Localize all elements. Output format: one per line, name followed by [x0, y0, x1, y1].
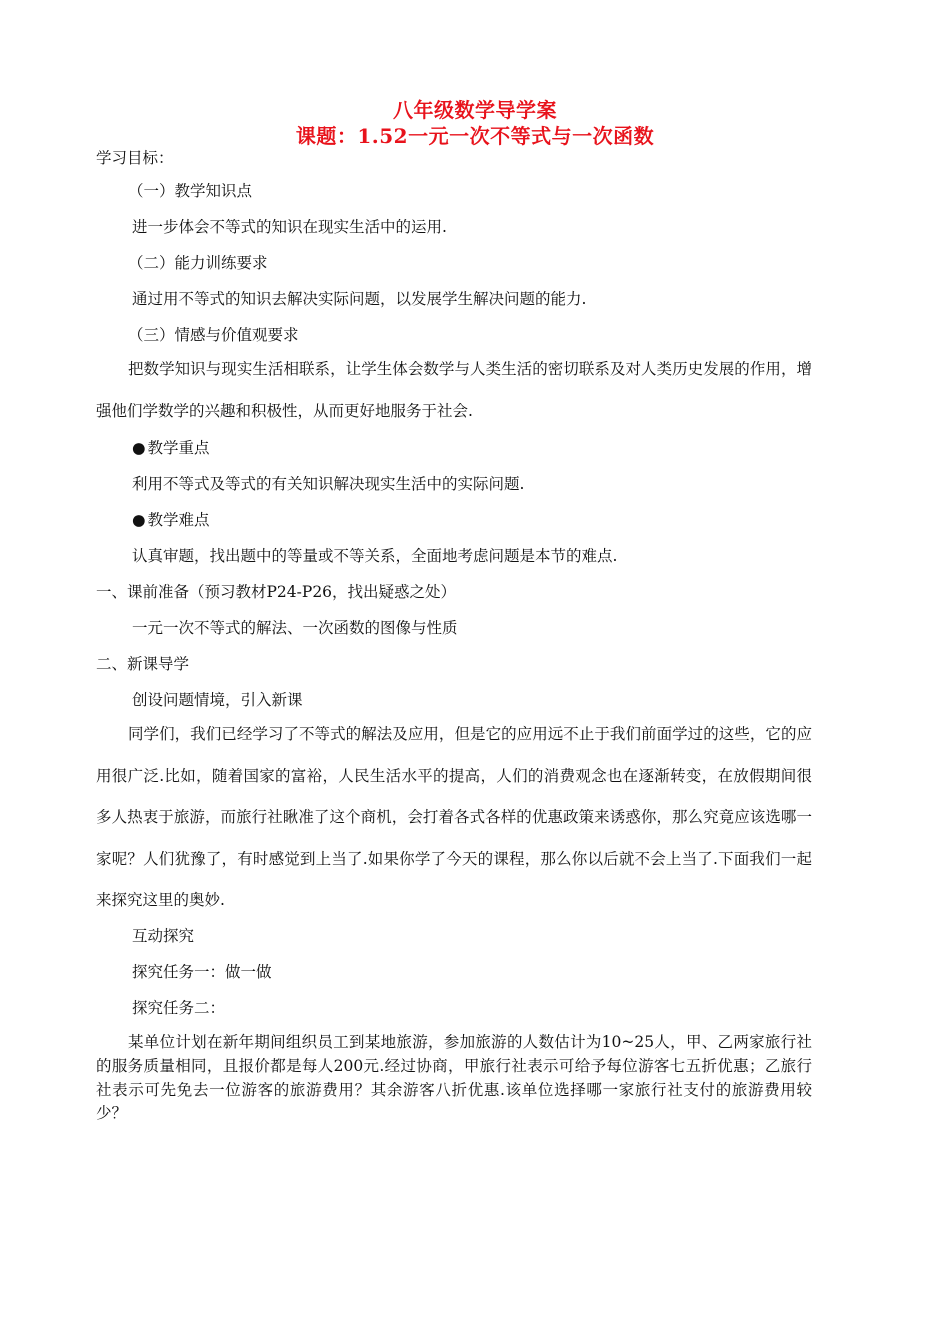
difficult-point-label: 教学难点: [147, 511, 210, 529]
task2-heading: 探究任务二：: [132, 999, 226, 1017]
bullet-icon: ●: [132, 439, 146, 457]
knowledge-heading: （一）教学知识点: [128, 182, 253, 200]
scenario-heading: 创设问题情境，引入新课: [132, 691, 303, 709]
emotion-text: 把数学知识与现实生活相联系，让学生体会数学与人类生活的密切联系及对人类历史发展的作用，增强他们学数学的兴趣和积极性，从而更好地服务于社会.: [96, 360, 812, 420]
key-point-text: 利用不等式及等式的有关知识解决现实生活中的实际问题.: [132, 475, 525, 493]
objectives-heading: 学习目标：: [96, 149, 174, 167]
bullet-icon: ●: [132, 511, 146, 529]
problem-text: 某单位计划在新年期间组织员工到某地旅游，参加旅游的人数估计为10~25人，甲、乙两家旅行社的服务质量相同，且报价都是每人200元.经过协商，甲旅行社表示可给予每位游客七五折优惠；乙旅行社表示可先免去一位游客的旅游费用？其余游客八折优惠.该单位选择哪一家旅行社支付的旅游费用较少？: [96, 1033, 812, 1123]
difficult-point-text: 认真审题，找出题中的等量或不等关系，全面地考虑问题是本节的难点.: [132, 547, 618, 565]
interactive-heading: 互动探究: [132, 927, 195, 945]
knowledge-text: 进一步体会不等式的知识在现实生活中的运用.: [132, 218, 447, 236]
section2-heading: 二、新课导学: [96, 655, 190, 673]
task1-heading: 探究任务一：做一做: [132, 963, 272, 981]
page-title: 八年级数学导学案: [393, 98, 557, 122]
emotion-heading: （三）情感与价值观要求: [128, 326, 299, 344]
ability-text: 通过用不等式的知识去解决实际问题，以发展学生解决问题的能力.: [132, 290, 587, 308]
scenario-text: 同学们，我们已经学习了不等式的解法及应用，但是它的应用远不止于我们前面学过的这些，它的应用很广泛.比如，随着国家的富裕，人民生活水平的提高，人们的消费观念也在逐渐转变，在放假期间很多人热衷于旅游，而旅行社瞅准了这个商机，会打着各式各样的优惠政策来诱惑你，那么究竟应该选哪一家呢？人们犹豫了，有时感觉到上当了.如果你学了今天的课程，那么你以后就不会上当了.下面我们一起来探究这里的奥妙.: [96, 725, 812, 910]
key-point-heading: [132, 438, 210, 458]
difficult-point-heading: [132, 510, 210, 530]
lesson-subtitle: 课题：1.52一元一次不等式与一次函数: [295, 124, 655, 148]
ability-heading: （二）能力训练要求: [128, 254, 268, 272]
section1-text: 一元一次不等式的解法、一次函数的图像与性质: [132, 619, 458, 637]
key-point-label: 教学重点: [147, 439, 210, 457]
section1-heading: 一、课前准备（预习教材P24-P26，找出疑惑之处）: [96, 583, 457, 601]
